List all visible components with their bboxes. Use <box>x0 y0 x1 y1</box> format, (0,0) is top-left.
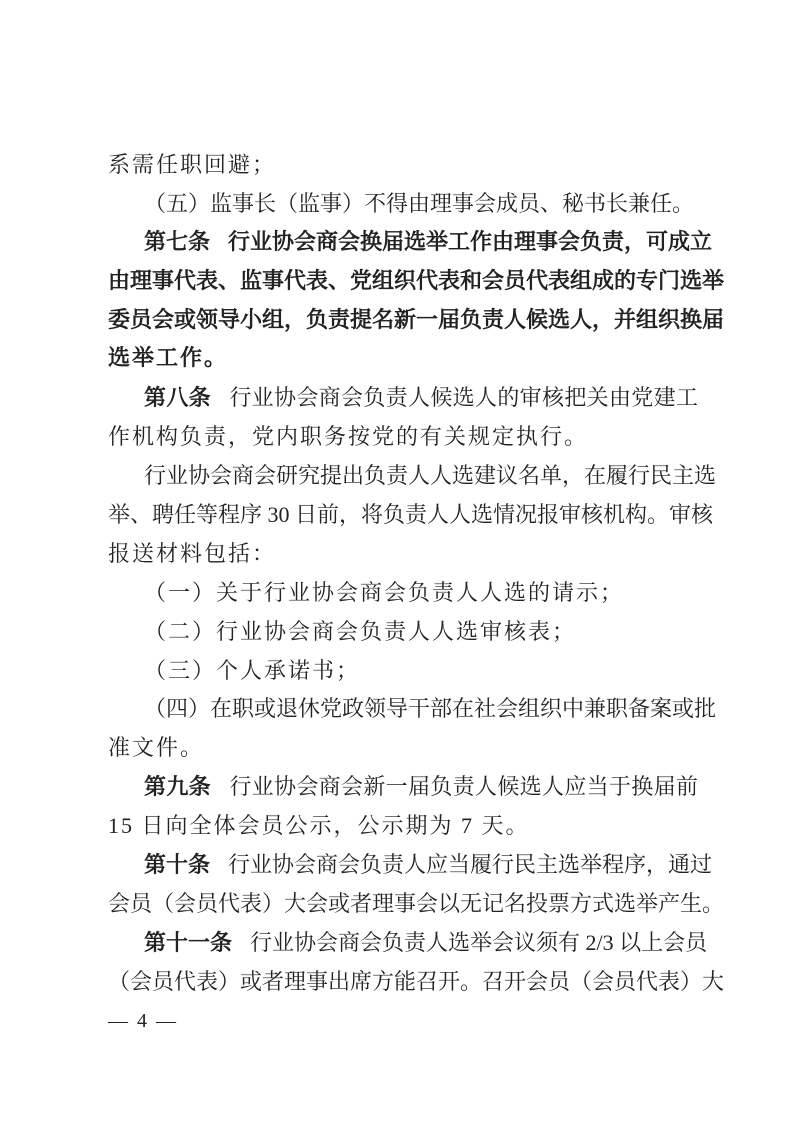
list-item: （一）关于行业协会商会负责人人选的请示； <box>144 579 625 605</box>
text-line: 系需任职回避； <box>108 152 277 177</box>
article-heading: 第八条 <box>144 386 211 412</box>
article-heading: 第九条 <box>144 775 211 801</box>
text-line: （五）监事长（监事）不得由理事会成员、秘书长兼任。 <box>144 190 695 216</box>
text-line: 作机构负责，党内职务按党的有关规定执行。 <box>108 424 589 450</box>
list-item: （四）在职或退休党政领导干部在社会组织中兼职备案或批 <box>144 696 717 722</box>
article-heading: 第十一条 <box>144 930 233 956</box>
text-line: 第八条 行业协会商会负责人候选人的审核把关由党建工 <box>144 385 698 412</box>
text-line: 15 日向全体会员公示，公示期为 7 天。 <box>108 813 530 839</box>
article-heading: 第十条 <box>144 853 211 879</box>
text-line: 会员（会员代表）大会或者理事会以无记名投票方式选举产生。 <box>108 890 725 916</box>
text-line: 第九条 行业协会商会新一届负责人候选人应当于换届前 <box>144 774 698 801</box>
article-7-line: 委员会或领导小组，负责提名新一届负责人候选人，并组织换届 <box>108 307 725 333</box>
text-line: 举、聘任等程序 30 日前，将负责人人选情况报审核机构。审核 <box>108 502 714 528</box>
list-item: （三）个人承诺书； <box>144 657 361 683</box>
document-body <box>108 146 725 1002</box>
list-item: （二）行业协会商会负责人人选审核表； <box>144 618 577 644</box>
text-line: 第十条 行业协会商会负责人应当履行民主选举程序，通过 <box>144 852 713 879</box>
article-7-line: 第七条 行业协会商会换届选举工作由理事会负责，可成立 <box>144 229 713 255</box>
article-heading: 第七条 <box>144 229 211 255</box>
text-line: 报送材料包括： <box>108 540 277 566</box>
text-line: 行业协会商会研究提出负责人人选建议名单，在履行民主选 <box>144 463 717 489</box>
article-7-line: 由理事代表、监事代表、党组织代表和会员代表组成的专门选举 <box>108 268 725 294</box>
text-line: 准文件。 <box>108 735 205 761</box>
text-line: 第十一条 行业协会商会负责人选举会议须有 2/3 以上会员 <box>144 929 708 956</box>
page-number: — 4 — <box>108 1010 178 1032</box>
article-7-line: 选举工作。 <box>108 346 229 372</box>
text-line: （会员代表）或者理事出席方能召开。召开会员（会员代表）大 <box>108 968 725 994</box>
